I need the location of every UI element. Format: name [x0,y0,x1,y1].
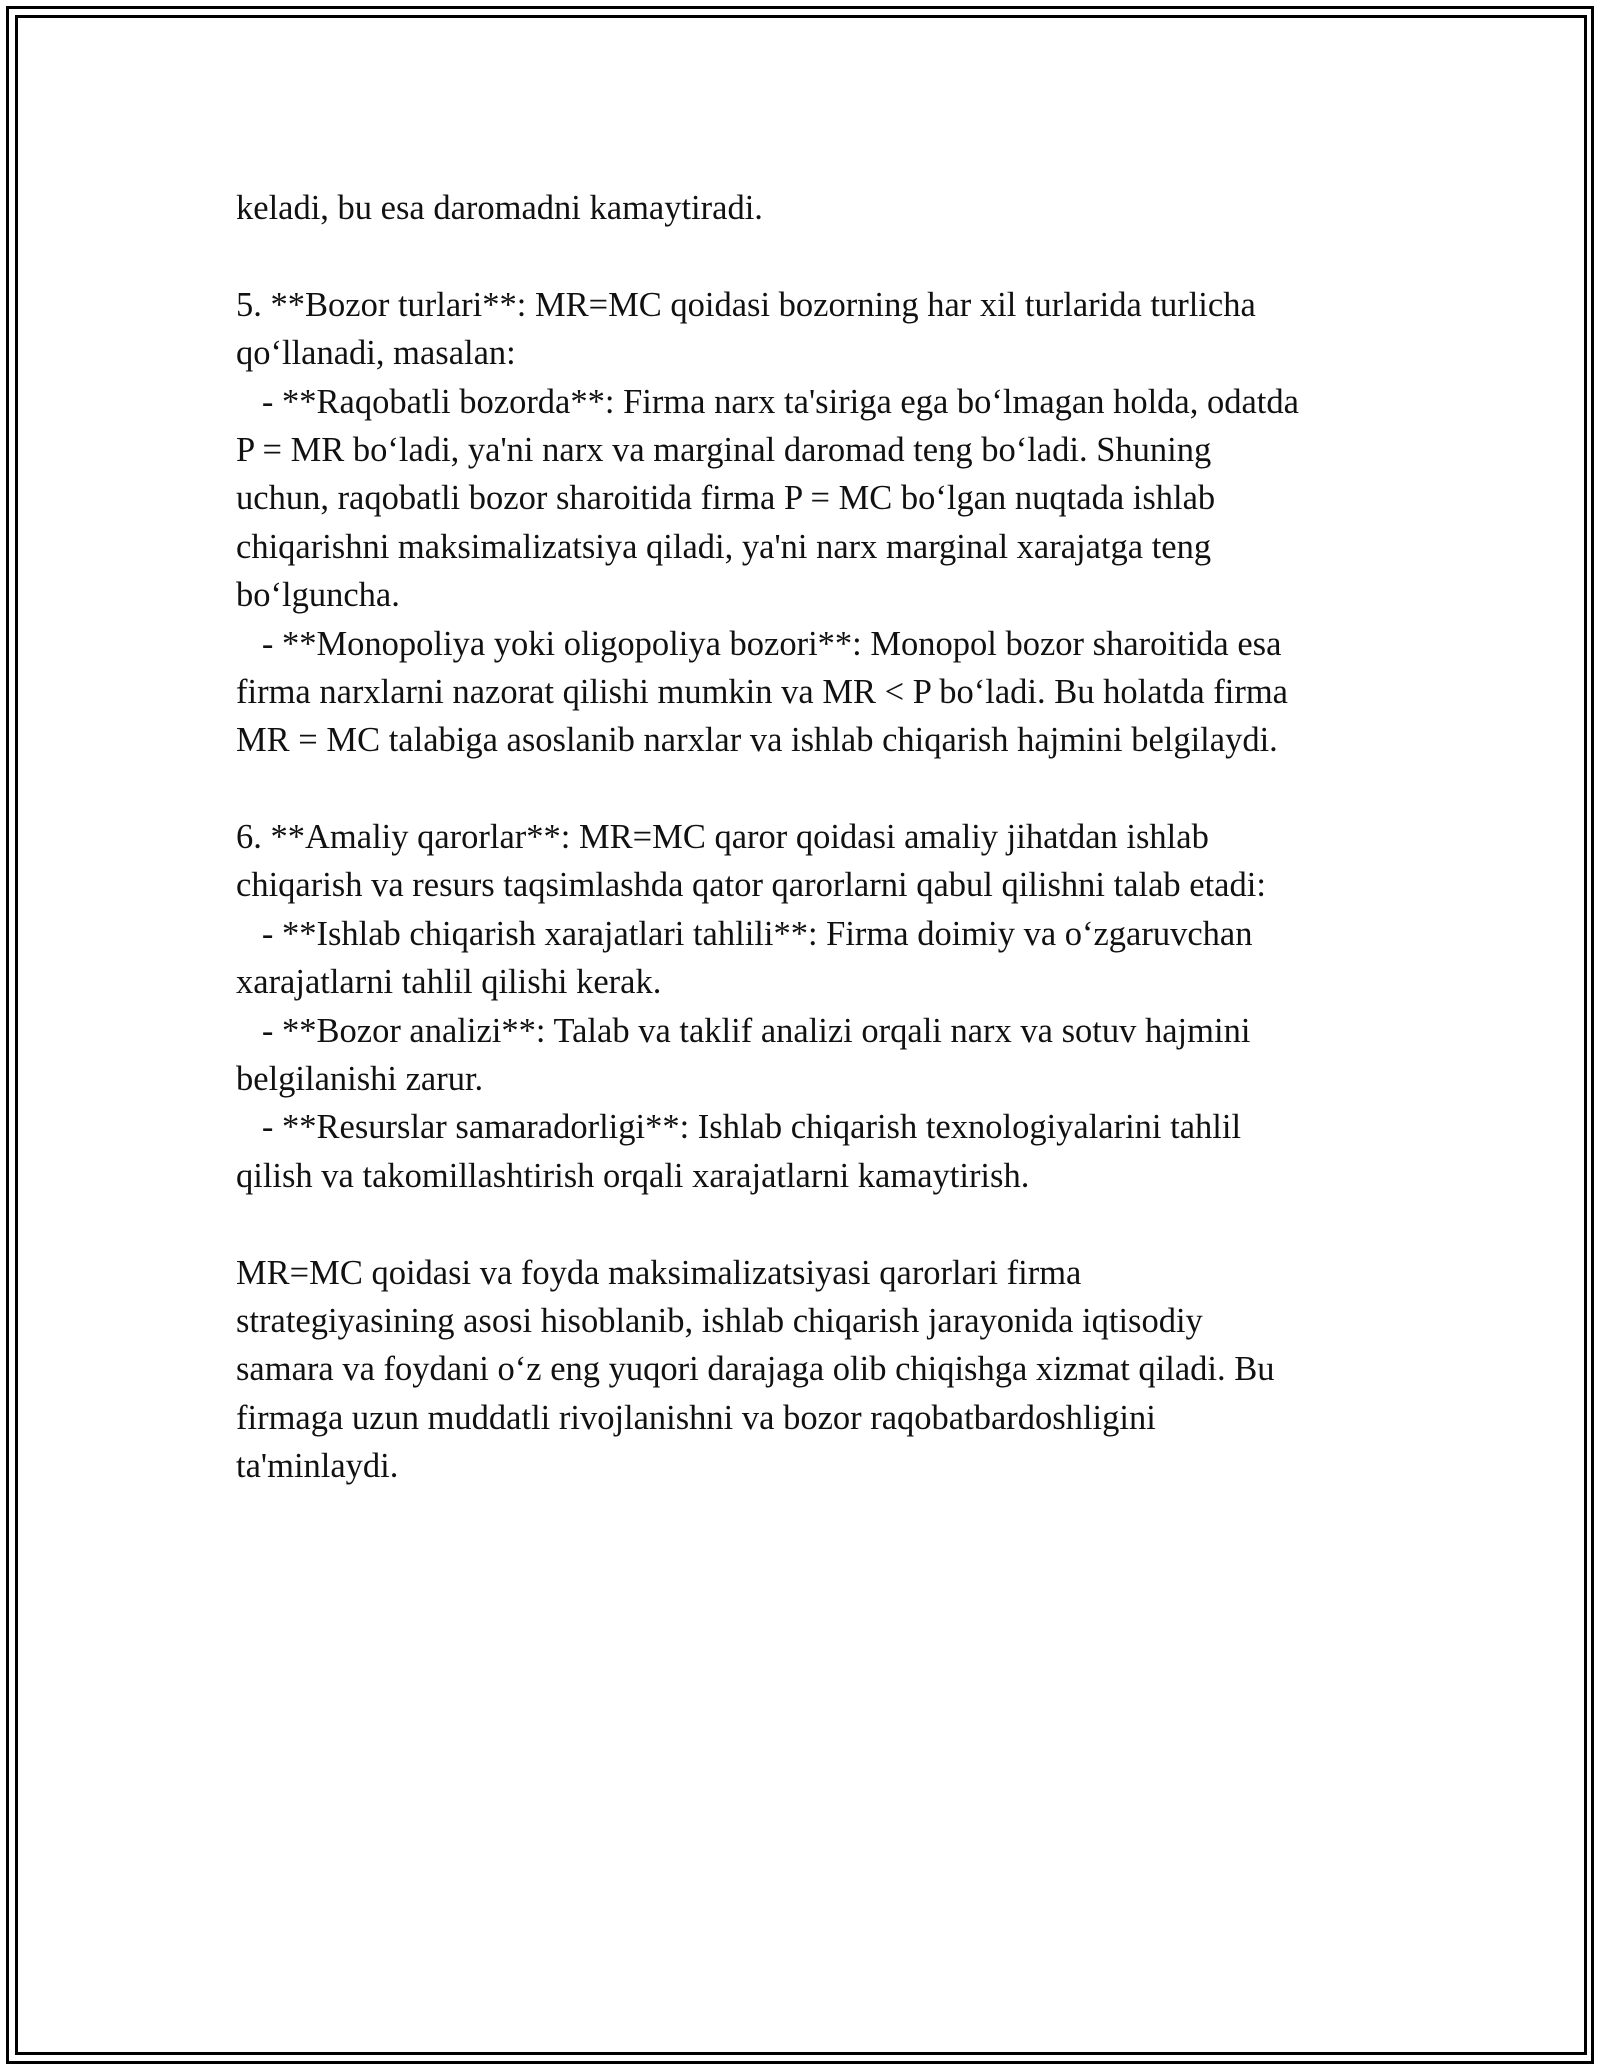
text-line: - **Ishlab chiqarish xarajatlari tahlili**: Firma doimiy va o‘zgaruvchan [236,914,1253,953]
text-line: firma narxlarni nazorat qilishi mumkin va MR < P bo‘ladi. Bu holatda firma [236,672,1288,711]
text-line: belgilanishi zarur. [236,1060,484,1099]
text-line: xarajatlarni tahlil qilishi kerak. [236,963,662,1002]
text-line: - **Resurslar samaradorligi**: Ishlab chiqarish texnologiyalarini tahlil [236,1108,1242,1147]
text-line: samara va foydani o‘z eng yuqori darajaga olib chiqishga xizmat qiladi. Bu [236,1350,1275,1389]
text-line: 6. **Amaliy qarorlar**: MR=MC qaror qoidasi amaliy jihatdan ishlab [236,818,1209,857]
blank-line [236,1200,1396,1248]
text-line: - **Bozor analizi**: Talab va taklif analizi orqali narx va sotuv hajmini [236,1011,1251,1050]
text-line: chiqarish va resurs taqsimlashda qator qarorlarni qabul qilishni talab etadi: [236,866,1266,905]
text-line: MR=MC qoidasi va foyda maksimalizatsiyasi qarorlari firma [236,1253,1082,1292]
text-line: qilish va takomillashtirish orqali xarajatlarni kamaytirish. [236,1156,1030,1195]
text-line: ta'minlaydi. [236,1447,399,1486]
text-line: P = MR bo‘ladi, ya'ni narx va marginal daromad teng bo‘ladi. Shuning [236,430,1212,469]
text-line: keladi, bu esa daromadni kamaytiradi. [236,189,763,227]
document-body [236,184,1396,1491]
text-line: uchun, raqobatli bozor sharoitida firma P = MC bo‘lgan nuqtada ishlab [236,479,1216,518]
text-line: firmaga uzun muddatli rivojlanishni va bozor raqobatbardoshligini [236,1398,1156,1437]
text-line: chiqarishni maksimalizatsiya qiladi, ya'ni narx marginal xarajatga teng [236,527,1212,566]
text-line: - **Monopoliya yoki oligopoliya bozori**: Monopol bozor sharoitida esa [236,624,1282,663]
text-line: strategiyasining asosi hisoblanib, ishlab chiqarish jarayonida iqtisodiy [236,1301,1203,1340]
text-line: MR = MC talabiga asoslanib narxlar va ishlab chiqarish hajmini belgilaydi. [236,721,1278,760]
blank-line [236,765,1396,813]
text-line: bo‘lguncha. [236,576,400,615]
text-line: 5. **Bozor turlari**: MR=MC qoidasi bozorning har xil turlarida turlicha [236,285,1256,324]
text-line: qo‘llanadi, masalan: [236,334,516,373]
blank-line [236,232,1396,280]
text-line: - **Raqobatli bozorda**: Firma narx ta'siriga ega bo‘lmagan holda, odatda [236,382,1299,421]
